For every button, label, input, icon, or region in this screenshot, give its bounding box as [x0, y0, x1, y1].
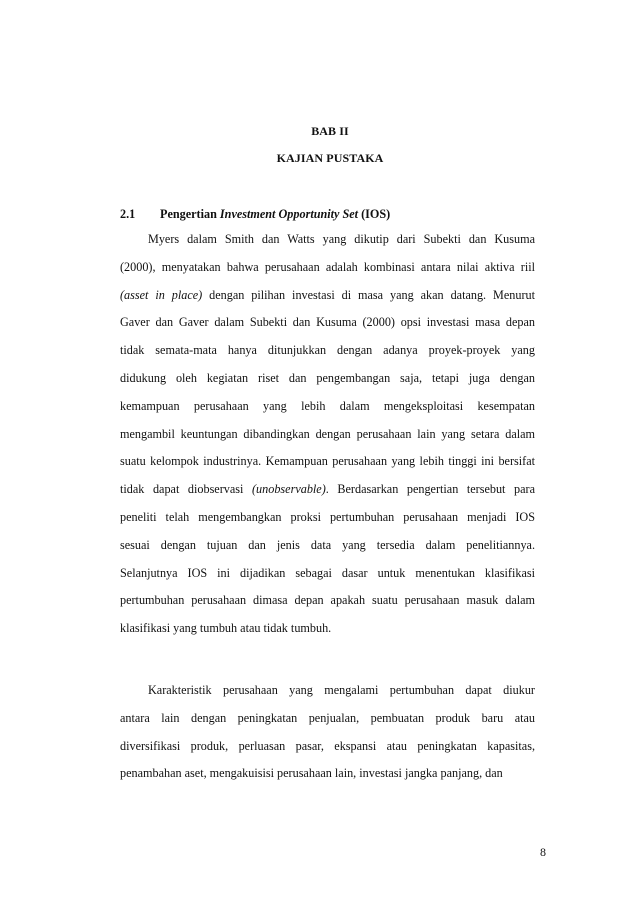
text-line [120, 560, 535, 588]
page-number: 8 [540, 845, 546, 859]
text-line [120, 532, 535, 560]
text-segment: peneliti telah mengembangkan proksi pertumbuhan perusahaan menjadi IOS [120, 509, 535, 524]
text-segment: sesuai dengan tujuan dan jenis data yang tersedia dalam penelitiannya. [120, 537, 535, 552]
text-line [120, 337, 535, 365]
text-line [120, 448, 535, 476]
text-segment: Karakteristik perusahaan yang mengalami pertumbuhan dapat diukur [148, 683, 535, 697]
text-segment: penambahan aset, mengakuisisi perusahaan lain, investasi jangka panjang, dan [120, 766, 503, 781]
text-line [120, 309, 535, 337]
section-heading [120, 207, 390, 222]
text-line [120, 421, 535, 449]
italic-term: (unobservable) [251, 482, 326, 497]
text-segment: Gaver dan Gaver dalam Subekti dan Kusuma (2000) opsi investasi masa depan [120, 315, 535, 330]
text-line [120, 476, 535, 504]
text-line [120, 733, 535, 761]
text-segment: Myers dalam Smith dan Watts yang dikutip dari Subekti dan Kusuma [148, 232, 535, 246]
text-line [120, 393, 535, 421]
text-line [120, 760, 535, 788]
section-title-suffix: (IOS) [358, 207, 391, 221]
text-line [120, 587, 535, 615]
text-segment: dengan pilihan investasi di masa yang akan datang. Menurut [202, 287, 535, 302]
text-line [120, 226, 535, 254]
text-line [120, 365, 535, 393]
text-segment: suatu kelompok industrinya. Kemampuan perusahaan yang lebih tinggi ini bersifat [120, 454, 535, 469]
chapter-title: KAJIAN PUSTAKA [276, 151, 384, 165]
text-segment: tidak dapat diobservasi [120, 482, 252, 497]
text-segment: kemampuan perusahaan yang lebih dalam mengeksploitasi kesempatan [120, 398, 535, 413]
text-segment: . Berdasarkan pengertian tersebut para [325, 482, 535, 497]
paragraph-2 [120, 677, 535, 788]
text-segment: didukung oleh kegiatan riset dan pengembangan saja, tetapi juga dengan [120, 370, 535, 385]
text-segment: antara lain dengan peningkatan penjualan, pembuatan produk baru atau [120, 710, 535, 725]
text-line [120, 282, 535, 310]
section-title-prefix: Pengertian [160, 207, 220, 221]
text-segment: mengambil keuntungan dibandingkan dengan perusahaan lain yang setara dalam [120, 426, 535, 441]
text-segment: tidak semata-mata hanya ditunjukkan dengan adanya proyek-proyek yang [120, 343, 535, 358]
text-line [120, 615, 535, 643]
text-line [120, 504, 535, 532]
text-segment: (2000), menyatakan bahwa perusahaan adalah kombinasi antara nilai aktiva riil [120, 259, 535, 274]
text-segment: diversifikasi produk, perluasan pasar, ekspansi atau peningkatan kapasitas, [120, 738, 535, 753]
section-number: 2.1 [120, 207, 136, 221]
section-title-italic: Investment Opportunity Set [219, 207, 359, 221]
text-segment: pertumbuhan perusahaan dimasa depan apakah suatu perusahaan masuk dalam [120, 593, 535, 608]
text-line [120, 677, 535, 705]
text-line [120, 705, 535, 733]
text-segment: Selanjutnya IOS ini dijadikan sebagai dasar untuk menentukan klasifikasi [120, 565, 535, 580]
text-line [120, 254, 535, 282]
text-segment: klasifikasi yang tumbuh atau tidak tumbuh. [120, 621, 332, 636]
italic-term: (asset in place) [120, 287, 203, 302]
paragraph-1 [120, 226, 535, 643]
chapter-number: BAB II [311, 124, 349, 138]
